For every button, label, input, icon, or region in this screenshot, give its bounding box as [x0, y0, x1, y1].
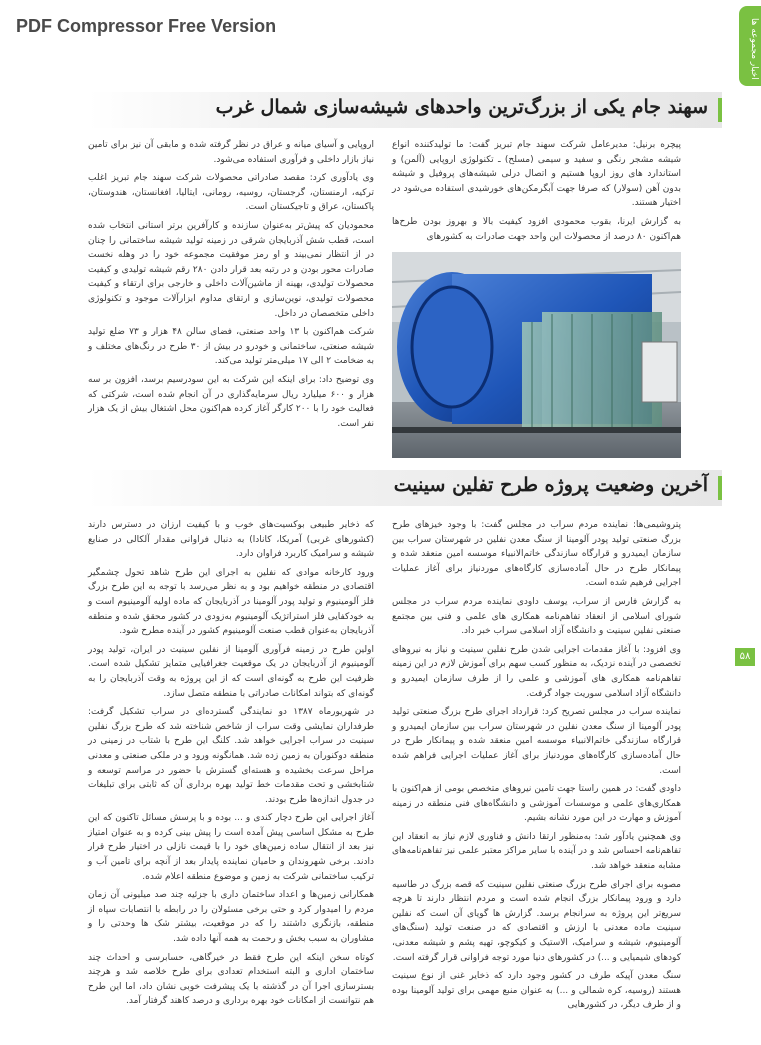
- article1-title: سهند جام یکی از بزرگ‌ترین واحدهای شیشه‌سازی شمال غرب: [215, 96, 708, 118]
- paragraph: اروپایی و آسیای میانه و عراق در نظر گرفته شده و مابقی آن نیز برای تامین نیاز بازار داخلی و فرآوری استفاده می‌شود.: [88, 140, 374, 165]
- paragraph: مصوبه برای اجرای طرح بزرگ صنعتی نفلین سینیت که قصه بزرگ در طاسیه دارد و ورود پیمانکار بزرگ انجام شده است و مردم انتظار دارند تا هرچه سریع‌تر این پروژه به سرانجام برسد. گزارش ها گویای آن است که نفلین سینیت ماده معدنی با ارزش و اقتصادی که در صنعت تولید (سنگ‌های آلومینیوم، شیشه و سرامیک، الاستیک و کیکوچو، تهیه پشم و شیشه معدنی، کودهای شیمیایی و ...) در کشورهای دنیا مورد توجه فراوانی قرار گرفته است.: [392, 879, 681, 963]
- paragraph: نماینده سراب در مجلس تصریح کرد: قرارداد اجرای طرح بزرگ صنعتی تولید پودر آلومینا از سنگ معدن نفلین در شهرستان سراب بین سازمان ایمیدرو و قرارگاه سازندگی خاتم‌الانبیاء موسسه امین منعقد شده و پیمانکار طرح در حال آماده‌سازی کارگاه‌های موردنیاز برای آغاز عملیات اجرایی فراهم شده است.: [392, 707, 681, 776]
- article1-right-column: [392, 138, 681, 250]
- paragraph: داودی گفت: در همین راستا جهت تامین نیروهای متخصص بومی از هم‌اکنون با همکاری‌های علمی و موسسات آموزشی و دانشگاه‌های فنی منطقه در زمینه آموزش و مهارت در این مورد نشانه بشیم.: [392, 784, 681, 824]
- paragraph: به گزارش ایرنا، بقوب محمودی افزود کیفیت بالا و بهروز بودن طرح‌ها هم‌اکنون ۸۰ درصد از محصولات این واحد جهت صادرات به کشورهای: [392, 216, 681, 242]
- section-tab-label: اخبار مجموعه ها: [749, 18, 759, 80]
- paragraph: پتروشیمی‌ها: نماینده مردم سراب در مجلس گفت: با وجود خیزهای طرح بزرگ صنعتی تولید پودر آلومینا از سنگ معدن نفلین در شهرستان سراب بین سازمان ایمیدرو و قرارگاه سازندگی خاتم‌الانبیاء موسسه امین منعقد شده و پیمانکار طرح در حال آماده‌سازی کارگاه‌های موردنیاز برای آغاز عملیات اجرایی فرهیم شده است.: [392, 520, 681, 589]
- paragraph: در شهریورماه ۱۳۸۷ دو نمایندگی گسترده‌ای در سراب تشکیل گرفت: طرفداران نمایشی وقت سراب از شاخص شناخته شد که طرح بزرگ نفلین سینیت در سراب اجرایی خواهد شد. کلنگ این طرح با شتاب در زمینی در منطقه دوکنوران به زمین زده شد. همانگونه ورود و در ملکی صنعتی و معدنی مراحل سرعت بخشیده و هسته‌ای گسترش با حضور در مراسم توسعه و شتابخشی و تحت مقدمات خط تولید بهره برداری آن که ثابتی برای تبلیغات در جدول اندازه‌ها طرح بودند.: [88, 707, 374, 805]
- paragraph: سنگ معدن آپیکه طرف در کشور وجود دارد که ذخایر غنی از نوع سینیت هستند (روسیه، کره شمالی و ...) به عنوان منبع مهمی برای تولید آلومینا بوده و از طرف دیگر، در کشورهایی: [392, 971, 681, 1011]
- paragraph: پیچره برنیل: مدیرعامل شرکت سهند جام تبریز گفت: ما تولیدکننده انواع شیشه مشجر رنگی و سفید و سیمی (مسلح) ـ تکنولوژی اروپایی (آلمن) و استاندارد های روز اروپا هستیم و اتصال درلی شیشه‌های پروفیل و شیشه بدون آهن (سولار) که صرفا جهت آبگرمکن‌های خورشیدی استفاده می‌شود در اختیار هستند.: [392, 140, 681, 209]
- paragraph: ورود کارخانه موادی که نفلین به اجرای این طرح شاهد تحول چشمگیر اقتصادی در منطقه خواهیم بود و به نظر می‌رسد با توجه به این طرح بزرگ فلز آلومینیوم و تولید پودر آلومینا در آذربایجان که ماده اولیه آلومینیوم است و به خودکفایی فلز استراتژیک آلومینیوم به‌زودی در کشور محقق شده و منطقه آذربایجان به‌عنوان قطب صنعت آلومینیوم کشور در آینده مطرح شود.: [88, 567, 374, 637]
- paragraph: همکارانی زمین‌ها و اعداد ساختمان داری با جزئیه چند صد میلیونی آن زمان مردم را امیدوار کرد و حتی برخی مسئولان را در رابطه با انتصابات سپاه از منطقه، بازنگری داشتند را که در موقعیت، بیشتر شک ها وحدتی را و مشاوران به سبب بخش و رحمت به همه آنها داده شد.: [88, 890, 374, 945]
- paragraph: وی همچنین یادآور شد: به‌منظور ارتقا دانش و فناوری لازم نیاز به انعقاد این تفاهم‌نامه احساس شد و در آینده با سایر مراکز معتبر علمی نیز تفاهم‌نامه‌های مشابه منعقد خواهد شد.: [392, 831, 681, 872]
- paragraph: شرکت هم‌اکنون با ۱۳ واحد صنعتی، فضای سالن ۴۸ هزار و ۷۳ ضلع تولید شیشه صنعتی، ساختمانی و خودرو در بیش از ۳۰ طرح در رنگ‌های مختلف و به ضخامت ۲ الی ۱۷ میلی‌متر تولید می‌کند.: [88, 327, 374, 367]
- paragraph: اولین طرح در زمینه فرآوری آلومینا از نفلین سینیت در ایران، تولید پودر آلومینیوم از آذربایجان در یک موقعیت جغرافیایی متمایز تشکیل شده است. ظرفیت این طرح به گونه‌ای است که از این پروژه به وقت آذربایجان را به گونه‌ای که بتواند امکانات صادراتی با منطقه متصل سازد.: [88, 644, 374, 699]
- article2-right-column: [392, 518, 681, 1011]
- paragraph: وی افزود: با آغاز مقدمات اجرایی شدن طرح نفلین سینیت و نیاز به نیروهای تخصصی در آینده نزدیک، به منظور کسب سهم برای آموزش لازم در این زمینه تفاهم‌نامه همکاری های آموزشی و علمی را از طرف سازمان ایمیدرو و دانشگاه آزاد اسلامی سوریت جواد گرفت.: [392, 644, 681, 699]
- article2-title: آخرین وضعیت پروژه طرح تفلین سینیت: [393, 474, 708, 496]
- title-accent: [718, 476, 722, 500]
- article1-title-bar: [88, 92, 722, 128]
- article2-title-bar: [88, 470, 722, 506]
- watermark: PDF Compressor Free Version: [16, 16, 277, 36]
- article2-left-column: [88, 518, 374, 1007]
- title-accent: [718, 98, 722, 122]
- article1-left-column: [88, 138, 374, 458]
- factory-photo: [392, 252, 681, 458]
- paragraph: آغاز اجرایی این طرح دچار کندی و ... بوده و با پرسش مسائل تاکنون که این طرح به مشکل اساسی پیش آمده است را پیش بینی کرده و به عنوان امتیاز نیز بعد از انتقال ساده زمین‌های خود را با قیمت نازلی در اختیار طرح قرار دادند. برخی شهروندان و حامیان نماینده پایدار بعد از آنچه برای تامین آب و ترکیب ساختمانی شرکت به زمین و موضوع منطقه اعلام شده.: [88, 813, 374, 882]
- glass-autoclave-image: [392, 252, 681, 458]
- paragraph: به گزارش فارس از سراب، یوسف داودی نماینده مردم سراب در مجلس شورای اسلامی از انعقاد تفاهم‌نامه همکاری های علمی و فنی بین مجتمع صنعتی نفلین سینیت و دانشگاه آزاد اسلامی سراب خبر داد.: [392, 596, 681, 637]
- section-tab: [739, 6, 761, 86]
- paragraph: محمودیان که پیش‌تر به‌عنوان سازنده و کارآفرین برتر استانی انتخاب شده است، قطب شش آذربایجان شرقی در زمینه تولید شیشه ساختمانی را چنان در از انتظار نمی‌بیند و او رمز موفقیت مجموعه خود را در وهله نخست صادرات محور بودن و در رتبه بعد قرار دادن ۲۸۰ رقم شیشه تولیدی و کیفیت محصولات تولیدی، بهینه از ماشین‌آلات داخلی و خارجی برای ارتقاء و کیفیت محصولات تولیدی، نوین‌سازی و ارتقای مداوم ابزارآلات موجود و تکنولوژی داخلی متخصصان در داخل.: [88, 220, 374, 319]
- paragraph: وی توضیح داد: برای اینکه این شرکت به این سودرسیم برسد، افزون بر سه هزار و ۶۰۰ میلیارد ریال سرمایه‌گذاری در آن انجام شده است، شرکتی که فعالیت خود را با ۲۰۰ کارگر آغاز کرده هم‌اکنون محل اشتغال بیش از یک هزار نفر است.: [88, 374, 374, 429]
- paragraph: که ذخایر طبیعی بوکسیت‌های خوب و با کیفیت ارزان در دسترس دارند (کشورهای غربی) آمریکا، کانادا) به دنبال فراوانی مقدار آلکالی در صنایع شیشه و سرامیک کاربرد فراوان دارد.: [88, 520, 374, 560]
- page-number: ۵۸: [735, 648, 755, 666]
- paragraph: وی یادآوری کرد: مقصد صادراتی محصولات شرکت سهند جام تبریز اغلب ترکیه، ارمنستان، گرجستان، روسیه، رومانی، ایتالیا، افغانستان، هندوستان، پاکستان، عراق و تاجیکستان است.: [88, 173, 374, 213]
- paragraph: کوتاه سخن اینکه این طرح فقط در خیرگاهی، حسابرسی و احداث چند ساختمان اداری و البته استخدام تعدادی برای طرح خلاصه شد و هرچند بسترسازی اجرا آن در گذشته با یک پیشرفت خوبی نشان داد، اما این طرح هم نتوانست از امکانات خود بهره برداری و درصد کاهند گرفتار آمد.: [88, 952, 374, 1007]
